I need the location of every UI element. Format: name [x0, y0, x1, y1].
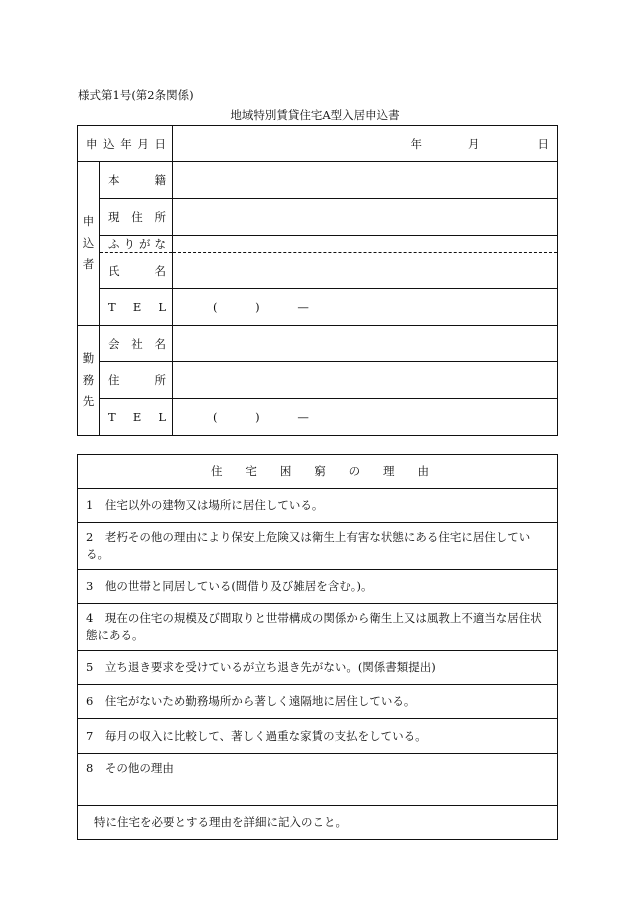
tel-label [100, 289, 173, 326]
tel-dash: — [297, 410, 309, 424]
label-char: 社 [131, 336, 143, 351]
work-field-label [108, 372, 166, 388]
label-char: 本 [108, 173, 120, 187]
honseki-input[interactable] [173, 162, 558, 199]
name-input[interactable] [173, 253, 558, 289]
reason-item[interactable]: 8 その他の理由 [78, 754, 558, 806]
label-char: 住 [131, 210, 143, 224]
reason-item[interactable]: 5 立ち退き要求を受けているが立ち退き先がない。(関係書類提出) [78, 651, 558, 685]
label-char: E [132, 410, 142, 424]
furigana-input[interactable] [173, 236, 558, 253]
label-char: L [158, 410, 166, 424]
reason-item[interactable]: 4 現在の住宅の規模及び間取りと世帯構成の関係から衛生上又は風教上不適当な居住状態にある。 [78, 604, 558, 651]
label-char: 籍 [154, 173, 166, 187]
date-label-cell [78, 126, 173, 162]
label-char: が [139, 237, 151, 251]
label-char: ふ [108, 237, 120, 251]
reason-item[interactable]: 3 他の世帯と同居している(間借り及び雑居を含む。)。 [78, 570, 558, 604]
workplace-group-char: 勤 [82, 351, 95, 366]
furigana-label [100, 236, 173, 253]
address-input[interactable] [173, 199, 558, 236]
workplace-group-char: 先 [82, 394, 95, 409]
reasons-table [77, 454, 558, 840]
label-char: の [348, 464, 361, 478]
date-input[interactable] [173, 126, 558, 162]
day-unit: 日 [537, 136, 549, 151]
label-char: 理 [383, 464, 395, 478]
application-table [77, 125, 558, 436]
date-row [78, 126, 558, 162]
workplace-group-char: 務 [82, 372, 95, 387]
field-label [108, 209, 166, 225]
tel-paren-close: ) [255, 300, 260, 314]
reason-item[interactable]: 1 住宅以外の建物又は場所に居住している。 [78, 489, 558, 523]
applicant-group-label [78, 162, 100, 326]
field-label [108, 300, 166, 314]
label-char: 会 [108, 336, 120, 351]
name-label [100, 253, 173, 289]
label-char: 住 [211, 464, 223, 478]
workplace-group-label [78, 326, 100, 436]
work-field-label [108, 336, 166, 352]
label-char: 氏 [108, 263, 120, 278]
label-char: 宅 [245, 464, 257, 478]
work-address-input[interactable] [173, 362, 558, 399]
label-char: 名 [154, 336, 166, 351]
reason-item[interactable]: 6 住宅がないため勤務場所から著しく遠隔地に居住している。 [78, 685, 558, 719]
date-label-char: 月 [137, 136, 149, 151]
field-label [108, 172, 166, 188]
label-char: 所 [154, 373, 166, 387]
reasons-title [86, 463, 549, 480]
tel-paren-open: ( [213, 300, 218, 314]
label-char: 住 [108, 373, 120, 387]
date-label [86, 136, 166, 152]
tel-paren-close: ) [255, 410, 260, 424]
label-char: 困 [279, 464, 292, 478]
reasons-footer-note: 特に住宅を必要とする理由を詳細に記入のこと。 [78, 806, 558, 840]
label-char: 窮 [314, 464, 326, 478]
applicant-group-char: 申 [82, 214, 95, 229]
label-char: T [108, 300, 116, 314]
tel-paren-open: ( [213, 410, 218, 424]
date-label-char: 申 [86, 136, 98, 151]
work-tel-label [100, 399, 173, 436]
work-address-label [100, 362, 173, 399]
label-char: L [158, 300, 166, 314]
work-tel-input[interactable] [173, 399, 558, 436]
reason-item[interactable]: 7 毎月の収入に比較して、著しく過重な家賃の支払をしている。 [78, 719, 558, 754]
field-label [108, 236, 166, 252]
document-title: 地域特別賃貸住宅A型入居申込書 [230, 108, 400, 122]
reason-item[interactable]: 2 老朽その他の理由により保安上危険又は衛生上有害な状態にある住宅に居住している。 [78, 523, 558, 570]
honseki-label [100, 162, 173, 199]
reasons-title-cell [78, 455, 558, 489]
form-number: 様式第1号(第2条関係) [78, 88, 194, 102]
date-label-char: 年 [120, 136, 132, 151]
label-char: 名 [154, 263, 166, 278]
date-label-char: 日 [154, 136, 166, 151]
date-label-char: 込 [103, 136, 115, 151]
work-field-label [108, 410, 166, 424]
applicant-group-char: 込 [82, 235, 95, 250]
month-unit: 月 [468, 136, 480, 151]
address-label [100, 199, 173, 236]
label-char: T [108, 410, 116, 424]
field-label [108, 263, 166, 279]
label-char: な [154, 237, 166, 251]
company-input[interactable] [173, 326, 558, 362]
company-label [100, 326, 173, 362]
label-char: 現 [108, 210, 120, 224]
year-unit: 年 [410, 136, 422, 151]
label-char: 由 [417, 464, 429, 478]
tel-input[interactable] [173, 289, 558, 326]
label-char: 所 [154, 210, 166, 224]
tel-dash: — [297, 300, 309, 314]
label-char: り [123, 237, 135, 251]
applicant-group-char: 者 [82, 257, 95, 272]
label-char: E [132, 300, 142, 314]
